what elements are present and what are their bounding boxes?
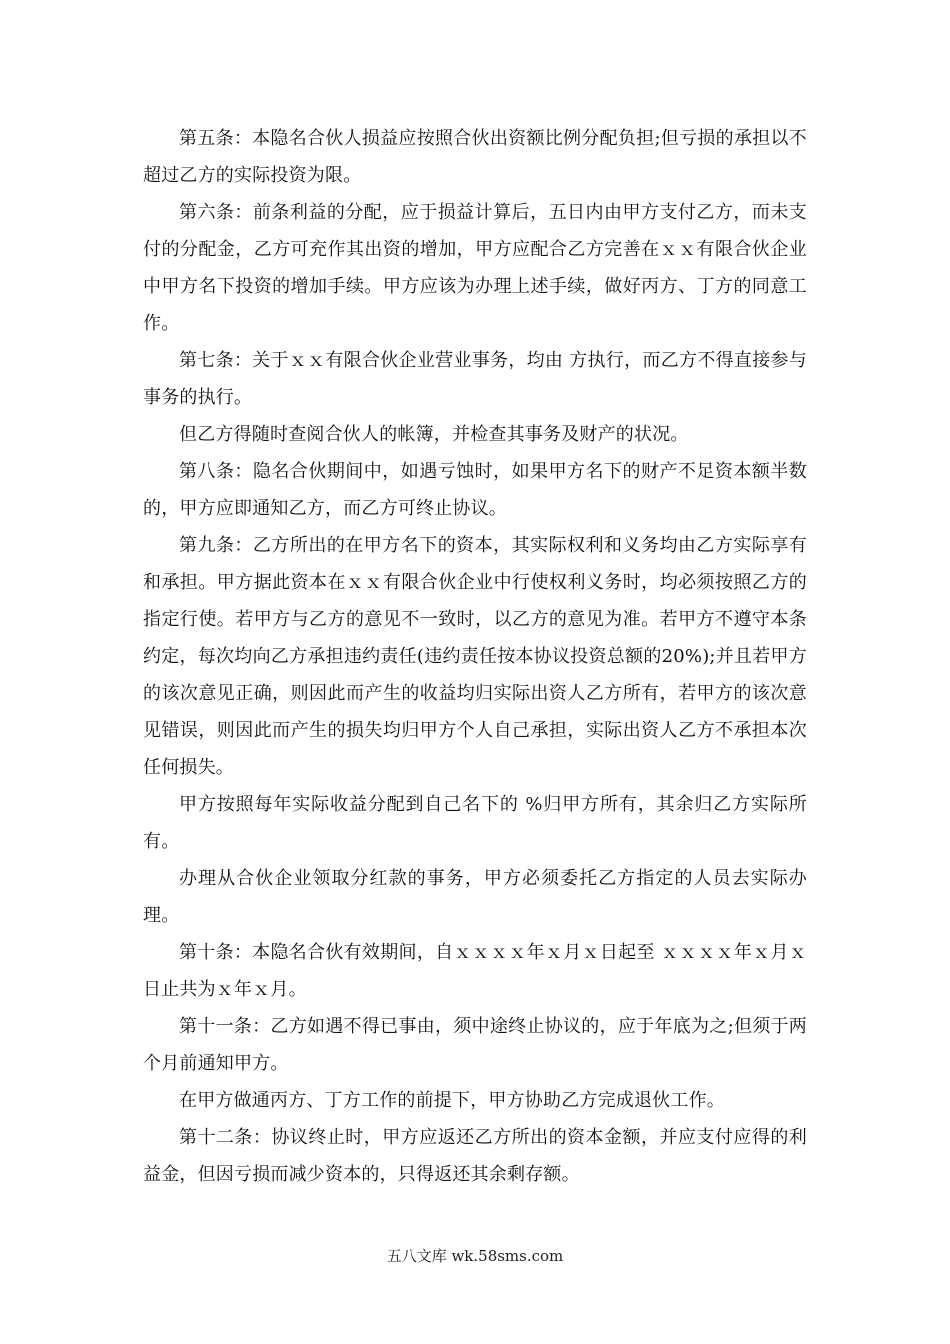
- clause-9: 第九条：乙方所出的在甲方名下的资本，其实际权利和义务均由乙方实际享有和承担。甲方据此资本在ｘｘ有限合伙企业中行使权利义务时，均必须按照乙方的指定行使。若甲方与乙方的意见不一致时，以乙方的意见为准。若甲方不遵守本条约定，每次均向乙方承担违约责任(违约责任按本协议投资总额的20%);并且若甲方的该次意见正确，则因此而产生的收益均归实际出资人乙方所有，若甲方的该次意见错误，则因此而产生的损失均归甲方个人自己承担，实际出资人乙方不承担本次任何损失。: [143, 535, 807, 778]
- clause-7: 第七条：关于ｘｘ有限合伙企业营业事务，均由 方执行，而乙方不得直接参与事务的执行。: [143, 350, 807, 408]
- document-body: [143, 120, 807, 1193]
- clause-9-profit-share: 甲方按照每年实际收益分配到自己名下的 %归甲方所有，其余归乙方实际所有。: [143, 794, 807, 852]
- clause-8: 第八条：隐名合伙期间中，如遇亏蚀时，如果甲方名下的财产不足资本额半数的，甲方应即通知乙方，而乙方可终止协议。: [143, 461, 807, 519]
- clause-12: 第十二条：协议终止时，甲方应返还乙方所出的资本金额，并应支付应得的利益金，但因亏损而减少资本的，只得返还其余剩存额。: [143, 1127, 807, 1185]
- clause-9-dividend-handling: 办理从合伙企业领取分红款的事务，甲方必须委托乙方指定的人员去实际办理。: [143, 868, 807, 926]
- clause-6: 第六条：前条利益的分配，应于损益计算后，五日内由甲方支付乙方，而未支付的分配金，乙方可充作其出资的增加，甲方应配合乙方完善在ｘｘ有限合伙企业中甲方名下投资的增加手续。甲方应该为办理上述手续，做好丙方、丁方的同意工作。: [143, 202, 807, 334]
- clause-11-supplement: 在甲方做通丙方、丁方工作的前提下，甲方协助乙方完成退伙工作。: [179, 1090, 725, 1111]
- clause-11: 第十一条：乙方如遇不得已事由，须中途终止协议的，应于年底为之;但须于两个月前通知甲方。: [143, 1016, 807, 1074]
- clause-7-supplement: 但乙方得随时查阅合伙人的帐簿，并检查其事务及财产的状况。: [179, 424, 689, 445]
- clause-5: 第五条：本隐名合伙人损益应按照合伙出资额比例分配负担;但亏损的承担以不超过乙方的实际投资为限。: [143, 128, 807, 186]
- page-footer: 五八文库 wk.58sms.com: [386, 1247, 564, 1265]
- clause-10: 第十条：本隐名合伙有效期间，自ｘｘｘｘ年ｘ月ｘ日起至 ｘｘｘｘ年ｘ月ｘ日止共为ｘ年ｘ月。: [143, 942, 807, 1000]
